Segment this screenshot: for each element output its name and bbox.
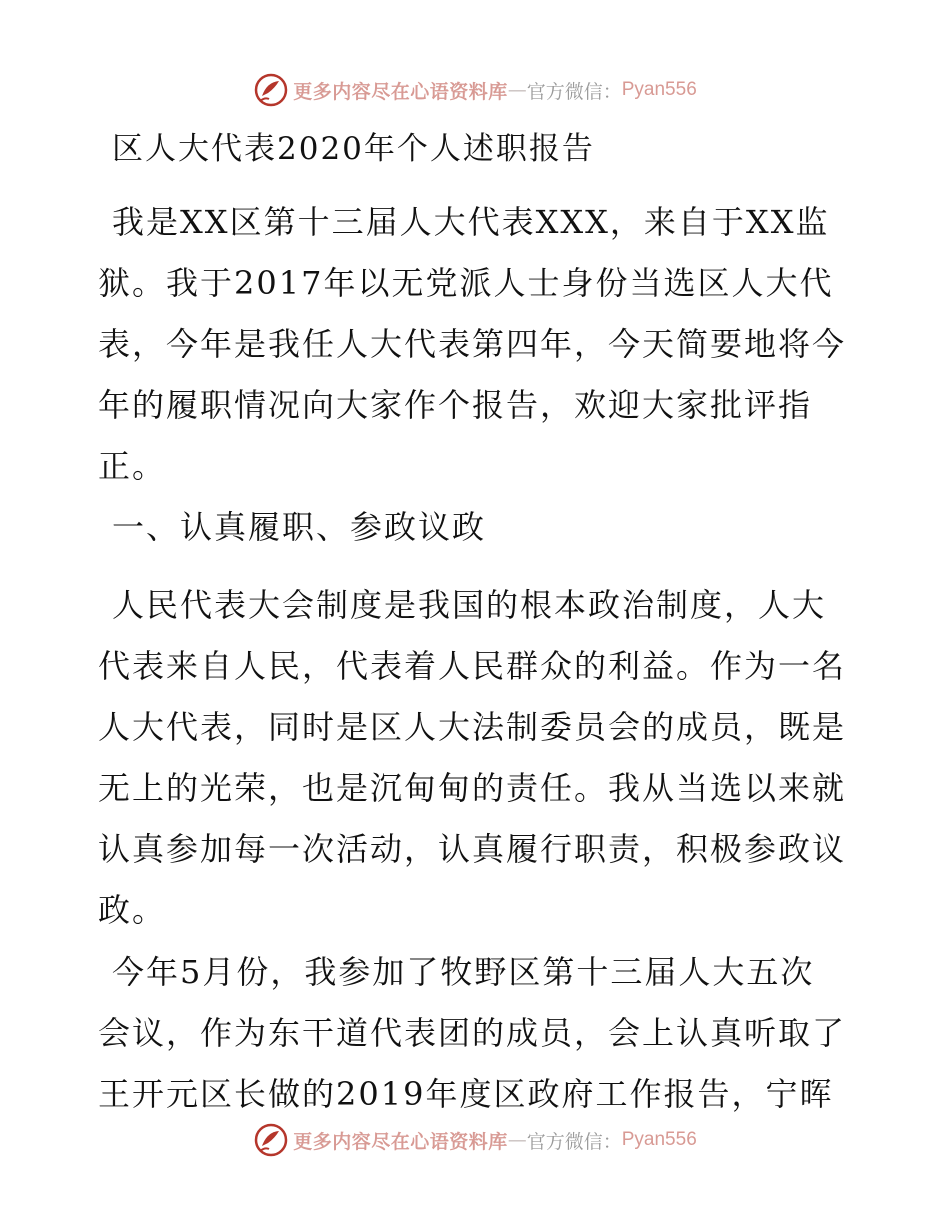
logo-icon [253,72,289,108]
watermark-dash: — [507,79,527,101]
text-line: 人大代表，同时是区人大法制委员会的成员，既是 [98,708,847,746]
paragraph-meeting [98,942,850,1125]
watermark-banner-bottom [0,1120,950,1160]
text-line: 我是XX区第十三届人大代表XXX，来自于XX监 [112,203,830,241]
paragraph-duties [98,575,850,941]
logo-icon [253,1122,289,1158]
watermark-lead-text: 更多内容尽在心语资料库 [293,80,508,103]
text-line: 认真参加每一次活动，认真履行职责，积极参政议 [98,830,847,868]
document-title: 区人大代表2020年个人述职报告 [112,131,595,167]
text-line: 无上的光荣，也是沉甸甸的责任。我从当选以来就 [98,769,847,807]
text-line: 表，今年是我任人大代表第四年，今天简要地将今 [98,325,847,363]
watermark-dash: — [507,1129,527,1151]
watermark-banner-top [0,70,950,110]
text-line: 正。 [98,447,167,485]
text-line: 今年5月份，我参加了牧野区第十三届人大五次 [112,953,815,991]
section-heading [98,497,850,558]
watermark-wechat-id: Pyan556 [621,1129,697,1150]
watermark-label: 官方微信： [526,1130,622,1153]
text-line: 代表来自人民，代表着人民群众的利益。作为一名 [98,647,847,685]
text-line: 狱。我于2017年以无党派人士身份当选区人大代 [98,264,834,302]
watermark-label: 官方微信： [526,80,622,103]
watermark-wechat-id: Pyan556 [621,79,697,100]
text-line: 王开元区长做的2019年度区政府工作报告，宁晖 [98,1075,834,1113]
section-heading-text: 一、认真履职、参政议政 [112,508,487,546]
text-line: 会议，作为东干道代表团的成员，会上认真听取了 [98,1014,847,1052]
text-line: 年的履职情况向大家作个报告，欢迎大家批评指 [98,386,813,424]
text-line: 人民代表大会制度是我国的根本政治制度，人大 [112,586,827,624]
watermark-lead-text: 更多内容尽在心语资料库 [293,1130,508,1153]
paragraph-intro [98,192,850,497]
text-line: 政。 [98,891,167,929]
